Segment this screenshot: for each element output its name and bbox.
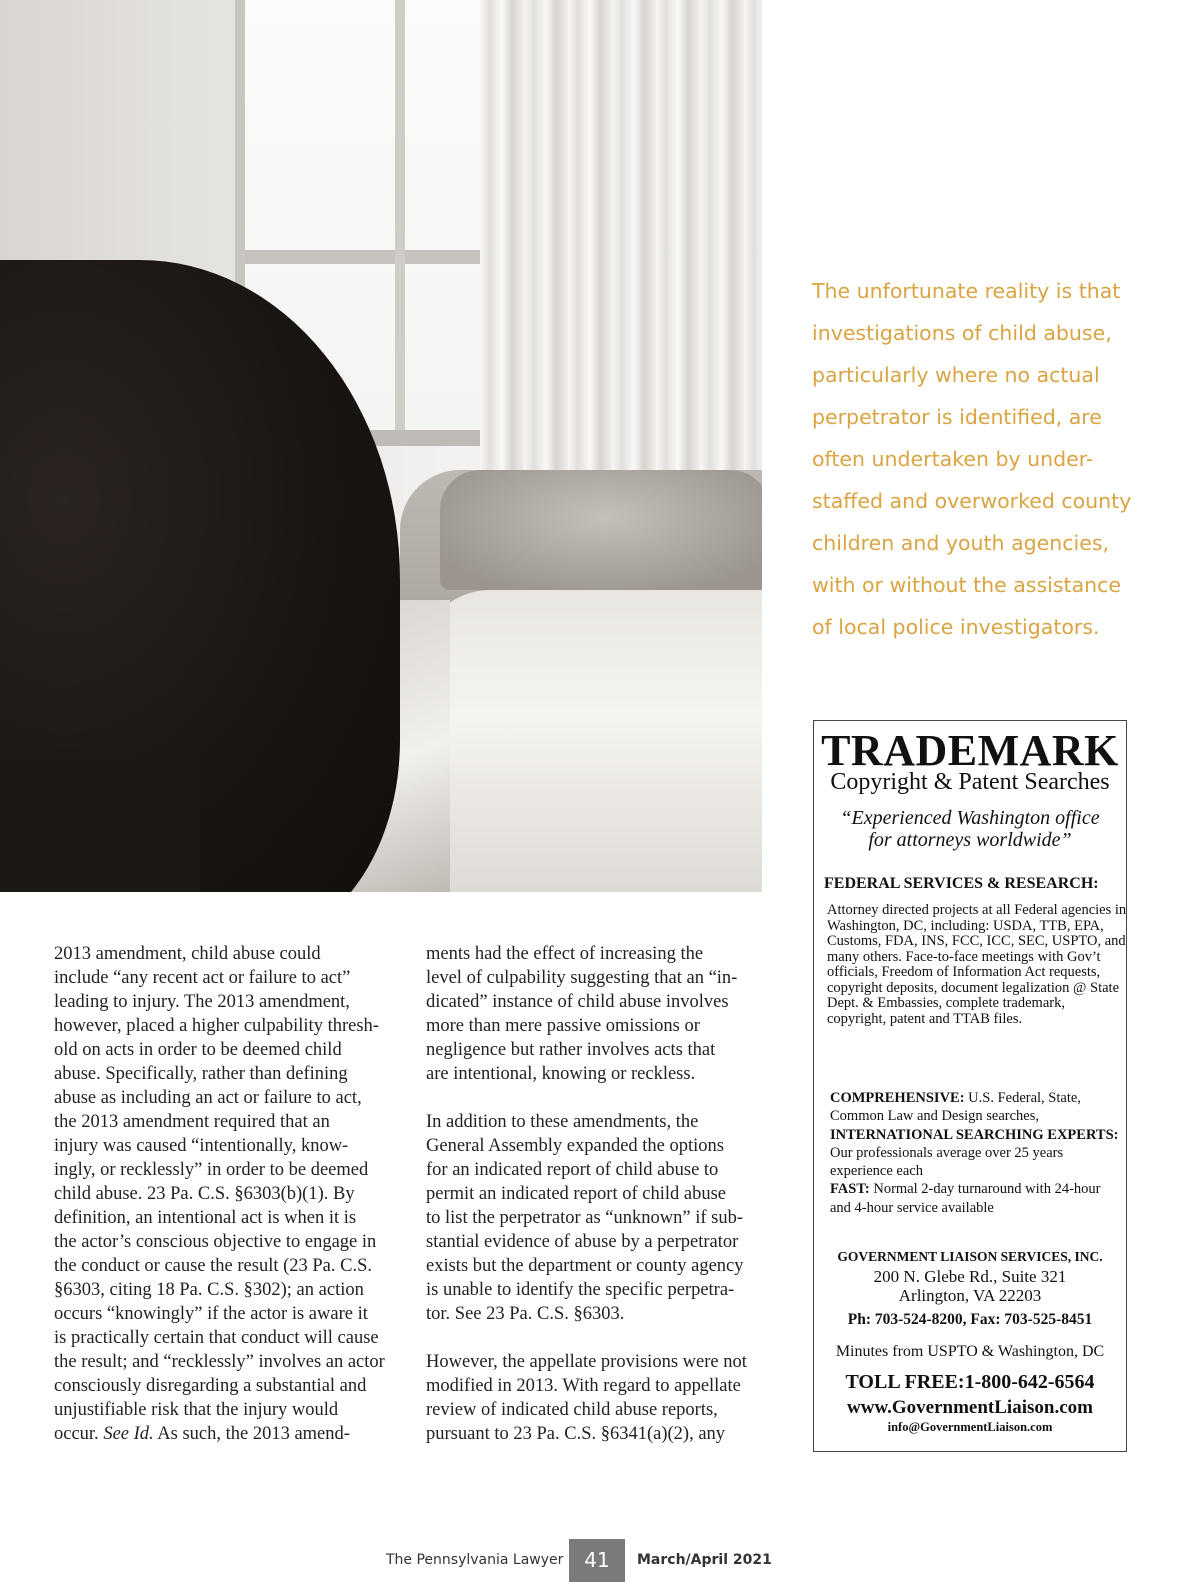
ad-federal-heading: FEDERAL SERVICES & RESEARCH:: [824, 875, 1099, 892]
ad-minutes: Minutes from USPTO & Washington, DC: [835, 1343, 1105, 1360]
ad-services: COMPREHENSIVE: U.S. Federal, State, Common Law and Design searches, INTERNATIONAL SEARCHING EXPERTS: Our professionals average over 25 years experience each FAST: Normal 2-day turnaround with 24-hour and 4-hour service available: [830, 1090, 1119, 1216]
ad-toll-free: TOLL FREE:1-800-642-6564: [845, 1371, 1095, 1393]
trademark-advertisement: [813, 720, 1127, 1452]
pull-quote: The unfortunate reality is that investigations of child abuse, particularly where no actual perpetrator is identified, are often undertaken by under- staffed and overworked county children and youth agencies, with or without the assistance of local police investigators.: [812, 279, 1132, 639]
photo-pillow: [440, 470, 762, 590]
ad-website-link[interactable]: www.GovernmentLiaison.com: [847, 1397, 1093, 1418]
column-1-last-line: occur. See Id. As such, the 2013 amend-: [54, 1424, 350, 1444]
photo-mattress: [420, 590, 762, 892]
article-column-2: ments had the effect of increasing the level of culpability suggesting that an “in- dicated” instance of child abuse involves more than mere passive omissions or negligence but rather involves acts that are intentional, knowing or reckless. In addition to these amendments, the General Assembly expanded the options for an indicated report of child abuse to permit an indicated report of child abuse to list the perpetrator as “unknown” if sub- stantial evidence of abuse by a perpetrator exists but the department or county agency is unable to identify the specific perpetra- tor. See 23 Pa. C.S. §6303. However, the appellate provisions were not modified in 2013. With regard to appellate review of indicated child abuse reports, pursuant to 23 Pa. C.S. §6341(a)(2), any: [426, 944, 747, 1444]
ad-email-link[interactable]: info@GovernmentLiaison.com: [887, 1420, 1053, 1434]
ad-company: GOVERNMENT LIAISON SERVICES, INC.: [837, 1249, 1103, 1264]
page-number: 41: [569, 1539, 625, 1582]
ad-title: TRADEMARK: [821, 726, 1119, 775]
ad-tagline: “Experienced Washington office for attorneys worldwide”: [840, 807, 1100, 851]
photo-curtain: [480, 0, 762, 520]
article-column-1: 2013 amendment, child abuse could include “any recent act or failure to act” leading to injury. The 2013 amendment, however, placed a higher culpability thresh- old on acts in order to be deemed child abuse. Specifically, rather than defining abuse as including an act or failure to act, the 2013 amendment required that an injury was caused “intentionally, know- ingly, or recklessly” in order to be deemed child abuse. 23 Pa. C.S. §6303(b)(1). By definition, an intentional act is when it is the actor’s conscious objective to engage in the conduct or cause the result (23 Pa. C.S. §6303, citing 18 Pa. C.S. §302); an action occurs “knowingly” if the actor is aware it is practically certain that conduct will cause the result; and “recklessly” involves an actor consciously disregarding a substantial and unjustifiable risk that the injury would occur. See Id. As such, the 2013 amend-: [54, 942, 399, 1446]
ad-phone: Ph: 703-524-8200, Fax: 703-525-8451: [847, 1311, 1093, 1328]
ad-subtitle: Copyright & Patent Searches: [830, 769, 1110, 795]
ad-address: 200 N. Glebe Rd., Suite 321 Arlington, VA 22203: [873, 1267, 1067, 1305]
footer-publication: The Pennsylvania Lawyer: [386, 1552, 564, 1568]
article-photo: [0, 0, 762, 892]
ad-federal-text: Attorney directed projects at all Federal agencies in Washington, DC, including: USDA, TTB, EPA, Customs, FDA, INS, FCC, ICC, SEC, USPTO, and many others. Face-to-face meetings with Gov’t officials, Freedom of Information Act requests, copyright deposits, document legalization @ State Dept. & Embassies, complete trademark, copyright, patent and TTAB files.: [827, 902, 1127, 1027]
footer-issue: March/April 2021: [637, 1552, 772, 1568]
